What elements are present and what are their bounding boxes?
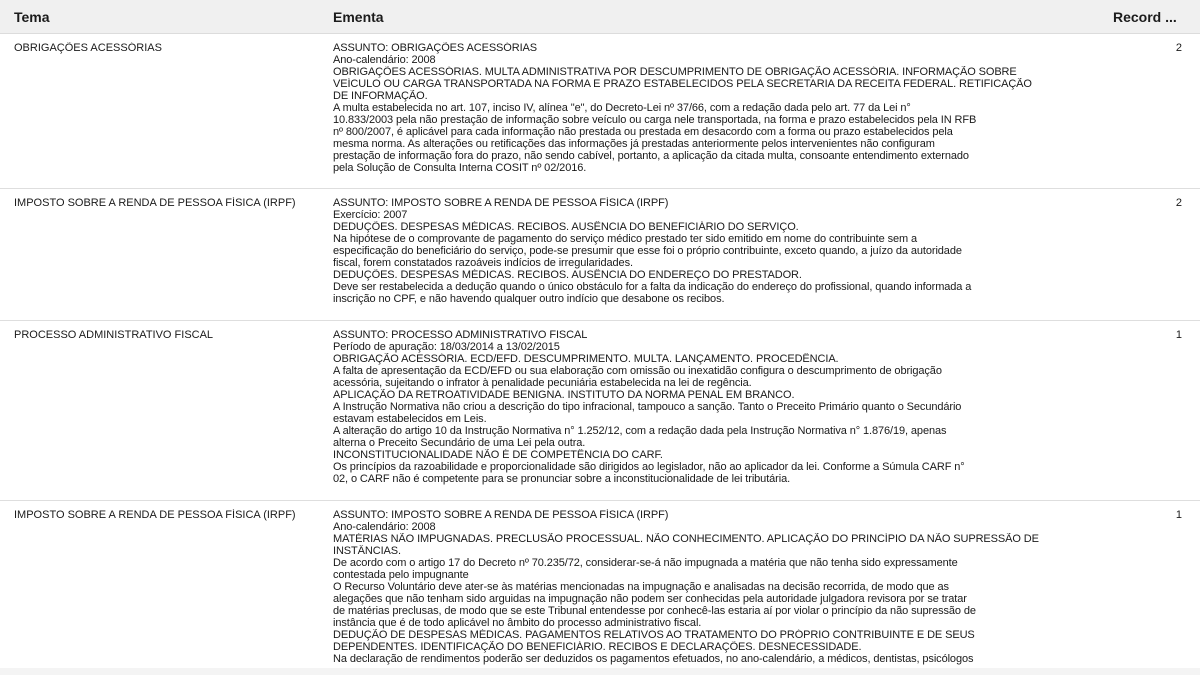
ementa-line: OBRIGAÇÕES ACESSÓRIAS. MULTA ADMINISTRATIVA POR DESCUMPRIMENTO DE OBRIGAÇÃO ACESSÓRIA. INFORMAÇÃO SOBRE [333, 66, 1017, 78]
ementa-line: inscrição no CPF, e não havendo qualquer outro indício que desabone os recibos. [333, 293, 725, 305]
tema-cell: OBRIGAÇÕES ACESSÓRIAS [14, 42, 162, 54]
record-count-cell: 1 [1175, 329, 1182, 341]
ementa-line: instância que é de todo aplicável no âmbito do processo administrativo fiscal. [333, 617, 702, 629]
table-row[interactable] [0, 501, 1200, 668]
ementa-line: De acordo com o artigo 17 do Decreto nº 70.235/72, considerar-se-á não impugnada a matéria que não tenha sido expressamente [333, 557, 958, 569]
ementa-cell [333, 501, 1103, 668]
ementa-line: estavam estabelecidos em Leis. [333, 413, 487, 425]
ementa-line: OBRIGAÇÃO ACESSÓRIA. ECD/EFD. DESCUMPRIMENTO. MULTA. LANÇAMENTO. PROCEDÊNCIA. [333, 353, 839, 365]
table-row[interactable] [0, 321, 1200, 501]
ementa-line: DEDUÇÃO DE DESPESAS MÉDICAS. PAGAMENTOS RELATIVOS AO TRATAMENTO DO PRÓPRIO CONTRIBUINTE E DE SEUS [333, 629, 975, 641]
ementa-line: Ano-calendário: 2008 [333, 521, 436, 533]
ementa-line: mesma norma. As alterações ou retificações das informações já prestadas anteriormente pelos intervenientes não configuram [333, 138, 935, 150]
ementa-line: fiscal, forem constatados razoáveis indícios de irregularidades. [333, 257, 633, 269]
record-count-cell: 1 [1175, 509, 1182, 521]
ementa-line: ASSUNTO: IMPOSTO SOBRE A RENDA DE PESSOA FÍSICA (IRPF) [333, 197, 669, 209]
ementa-line: prestação de informação fora do prazo, não sendo cabível, portanto, a aplicação da citada multa, consoante entendimento externado [333, 150, 969, 162]
ementa-line: INSTÂNCIAS. [333, 545, 401, 557]
column-header-record-count[interactable]: Record ... [1113, 9, 1177, 25]
tema-cell: PROCESSO ADMINISTRATIVO FISCAL [14, 329, 214, 341]
tema-cell: IMPOSTO SOBRE A RENDA DE PESSOA FÍSICA (IRPF) [14, 197, 296, 209]
ementa-line: nº 800/2007, é aplicável para cada informação não prestada ou prestada em desacordo com a forma ou prazo estabelecidos pela [333, 126, 953, 138]
record-count-cell: 2 [1175, 42, 1182, 54]
ementa-line: Os princípios da razoabilidade e proporcionalidade são dirigidos ao legislador, não ao aplicador da lei. Conforme a Súmula CARF n° [333, 461, 965, 473]
ementa-line: Ano-calendário: 2008 [333, 54, 436, 66]
ementa-line: ASSUNTO: PROCESSO ADMINISTRATIVO FISCAL [333, 329, 588, 341]
tema-cell: IMPOSTO SOBRE A RENDA DE PESSOA FÍSICA (IRPF) [14, 509, 296, 521]
ementa-line: A falta de apresentação da ECD/EFD ou sua elaboração com omissão ou inexatidão configura o descumprimento de obrigação [333, 365, 942, 377]
ementa-line: INCONSTITUCIONALIDADE NÃO É DE COMPETÊNCIA DO CARF. [333, 449, 663, 461]
ementa-line: A multa estabelecida no art. 107, inciso IV, alínea "e", do Decreto-Lei nº 37/66, com a redação dada pelo art. 77 da Lei n° [333, 102, 911, 114]
ementa-line: especificação do beneficiário do serviço, pode-se presumir que esse foi o próprio contribuinte, exceto quando, a juízo da autoridade [333, 245, 962, 257]
horizontal-scrollbar[interactable] [0, 668, 1200, 675]
table-row[interactable] [0, 34, 1200, 189]
ementa-line: alterna o Preceito Secundário de uma Lei pela outra. [333, 437, 586, 449]
ementa-line: 02, o CARF não é competente para se pronunciar sobre a inconstitucionalidade de lei tributária. [333, 473, 791, 485]
grid-header [0, 0, 1200, 34]
ementa-line: A alteração do artigo 10 da Instrução Normativa n° 1.252/12, com a redação dada pela Instrução Normativa n° 1.876/19, apenas [333, 425, 947, 437]
ementa-line: O Recurso Voluntário deve ater-se às matérias mencionadas na impugnação e analisadas na decisão recorrida, de modo que as [333, 581, 949, 593]
table-row[interactable] [0, 189, 1200, 321]
ementa-line: alegações que não tenham sido arguidas na impugnação não podem ser conhecidas pela autoridade julgadora revisora por se tratar [333, 593, 967, 605]
ementa-line: APLICAÇÃO DA RETROATIVIDADE BENIGNA. INSTITUTO DA NORMA PENAL EM BRANCO. [333, 389, 795, 401]
ementa-line: Na hipótese de o comprovante de pagamento do serviço médico prestado ter sido emitido em nome do contribuinte sem a [333, 233, 918, 245]
ementa-cell [333, 321, 1103, 493]
ementa-cell [333, 189, 1103, 313]
ementa-line: Na declaração de rendimentos poderão ser deduzidos os pagamentos efetuados, no ano-calendário, a médicos, dentistas, psicólogos [333, 653, 974, 665]
column-header-tema[interactable]: Tema [14, 9, 50, 25]
ementa-line: contestada pelo impugnante [333, 569, 469, 581]
ementa-line: MATÉRIAS NÃO IMPUGNADAS. PRECLUSÃO PROCESSUAL. NÃO CONHECIMENTO. APLICAÇÃO DO PRINCÍPIO DA NÃO SUPRESSÃO DE [333, 533, 1039, 545]
ementa-line: Exercício: 2007 [333, 209, 408, 221]
ementa-line: A Instrução Normativa não criou a descrição do tipo infracional, tampouco a sanção. Tanto o Preceito Primário quanto o Secundário [333, 401, 962, 413]
ementa-line: ASSUNTO: OBRIGAÇÕES ACESSÓRIAS [333, 42, 538, 54]
ementa-line: DEDUÇÕES. DESPESAS MÉDICAS. RECIBOS. AUSÊNCIA DO ENDEREÇO DO PRESTADOR. [333, 269, 802, 281]
ementa-line: DE INFORMAÇÃO. [333, 90, 428, 102]
ementa-line: ASSUNTO: IMPOSTO SOBRE A RENDA DE PESSOA FÍSICA (IRPF) [333, 509, 669, 521]
record-count-cell: 2 [1175, 197, 1182, 209]
ementa-line: acessória, sujeitando o infrator à penalidade pecuniária estabelecida na lei de regência. [333, 377, 752, 389]
ementa-line: Deve ser restabelecida a dedução quando o único obstáculo for a falta da indicação do endereço do profissional, quando informada a [333, 281, 972, 293]
column-header-ementa[interactable]: Ementa [333, 9, 384, 25]
ementa-line: pela Solução de Consulta Interna COSIT nº 02/2016. [333, 162, 587, 174]
ementa-cell [333, 34, 1103, 182]
ementa-line: de matérias preclusas, de modo que se este Tribunal entendesse por conhecê-las estaria aí por violar o princípio da não supressão de [333, 605, 976, 617]
ementa-line: DEPENDENTES. IDENTIFICAÇÃO DO BENEFICIÁRIO. RECIBOS E DECLARAÇÕES. DESNECESSIDADE. [333, 641, 862, 653]
ementa-line: DEDUÇÕES. DESPESAS MÉDICAS. RECIBOS. AUSÊNCIA DO BENEFICIÁRIO DO SERVIÇO. [333, 221, 799, 233]
ementa-line: Período de apuração: 18/03/2014 a 13/02/2015 [333, 341, 560, 353]
ementa-line: 10.833/2003 pela não prestação de informação sobre veículo ou carga nele transportada, na forma e prazo estabelecidos pela IN RFB [333, 114, 977, 126]
ementa-line: VEÍCULO OU CARGA TRANSPORTADA NA FORMA E PRAZO ESTABELECIDOS PELA SECRETARIA DA RECEITA FEDERAL. RETIFICAÇÃO [333, 78, 1032, 90]
